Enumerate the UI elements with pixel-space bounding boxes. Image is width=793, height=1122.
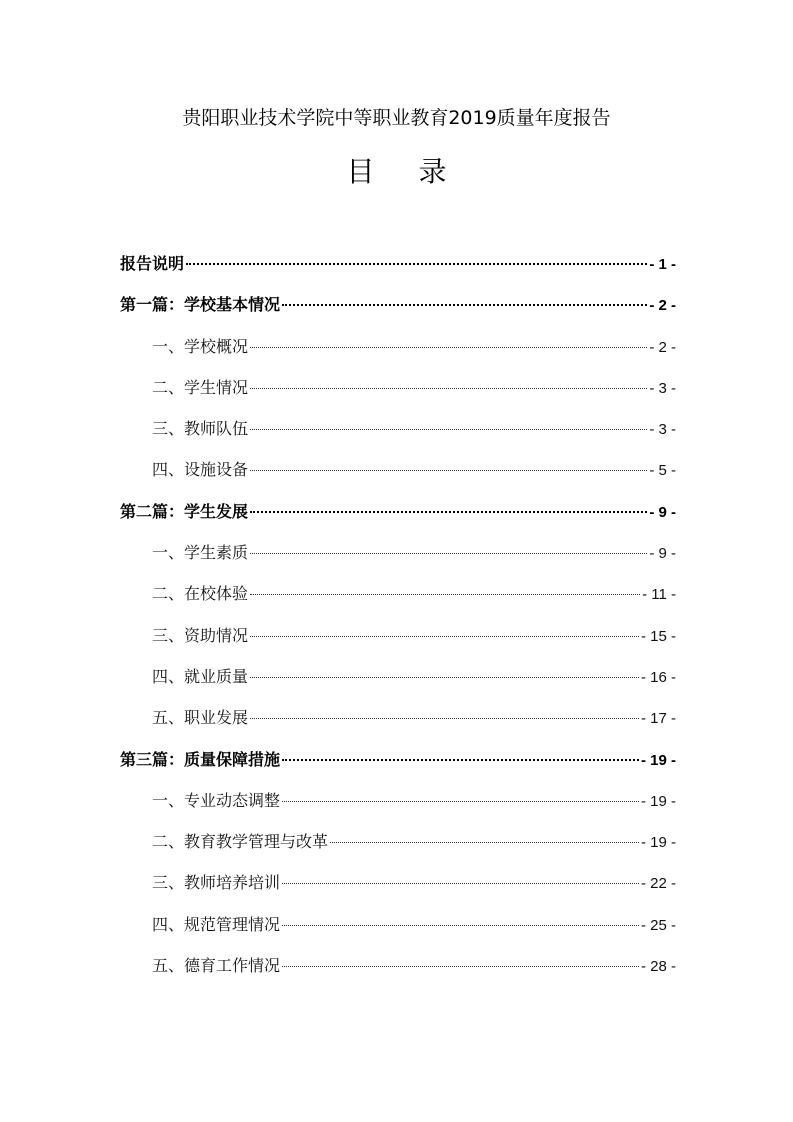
toc-page-number: - 25 - [640,916,676,934]
toc-entry-label: 三、教师培养培训 [152,873,281,893]
toc-dot-leader [282,883,639,884]
toc-page-number: - 2 - [649,297,676,315]
toc-dot-leader [186,263,647,265]
toc-dot-leader [250,718,639,719]
toc-dot-leader [250,388,647,389]
toc-page-number: - 19 - [640,834,676,852]
toc-subsection-entry[interactable] [120,372,676,413]
toc-subsection-entry[interactable] [120,909,676,950]
toc-page-number: - 19 - [640,751,676,769]
toc-section-entry[interactable] [120,496,676,537]
toc-section-entry[interactable] [120,289,676,330]
toc-entry-label: 三、教师队伍 [152,419,249,439]
toc-entry-label: 三、资助情况 [152,625,249,645]
toc-entry-label: 五、德育工作情况 [152,956,281,976]
toc-entry-label: 第三篇：质量保障措施 [120,749,281,769]
toc-page-number: - 28 - [640,958,676,976]
toc-subsection-entry[interactable] [120,413,676,454]
toc-dot-leader [282,966,639,967]
toc-dot-leader [250,511,647,513]
toc-entry-label: 四、规范管理情况 [152,914,281,934]
toc-heading-char: 录 [418,155,447,188]
toc-entry-label: 一、学生素质 [152,543,249,563]
toc-subsection-entry[interactable] [120,537,676,578]
toc-dot-leader [330,842,639,843]
toc-dot-leader [250,347,647,348]
toc-page-number: - 15 - [640,627,676,645]
toc-dot-leader [250,470,647,471]
toc-dot-leader [250,429,647,430]
toc-page-number: - 17 - [640,710,676,728]
toc-entry-label: 五、职业发展 [152,708,249,728]
toc-subsection-entry[interactable] [120,785,676,826]
toc-dot-leader [282,759,639,761]
toc-subsection-entry[interactable] [120,867,676,908]
toc-page-number: - 19 - [640,792,676,810]
table-of-contents [120,248,676,991]
toc-heading-char: 目 [346,155,375,188]
toc-entry-label: 二、教育教学管理与改革 [152,832,329,852]
toc-dot-leader [282,801,639,802]
toc-page-number: - 16 - [640,668,676,686]
toc-subsection-entry[interactable] [120,454,676,495]
toc-entry-label: 一、专业动态调整 [152,790,281,810]
toc-subsection-entry[interactable] [120,578,676,619]
toc-dot-leader [282,304,647,306]
toc-entry-label: 报告说明 [120,254,185,273]
toc-page-number: - 5 - [649,462,676,480]
toc-entry-label: 四、设施设备 [152,460,249,480]
report-title: 贵阳职业技术学院中等职业教育2019质量年度报告 [182,107,611,129]
toc-page-number: - 9 - [649,503,676,521]
toc-page-number: - 1 - [649,256,676,273]
toc-entry-label: 二、学生情况 [152,377,249,397]
toc-entry-label: 二、在校体验 [152,584,249,604]
toc-subsection-entry[interactable] [120,331,676,372]
toc-page-number: - 9 - [649,545,676,563]
toc-dot-leader [250,677,639,678]
toc-entry-label: 一、学校概况 [152,336,249,356]
toc-subsection-entry[interactable] [120,702,676,743]
toc-page-number: - 2 - [649,338,676,356]
toc-page-number: - 3 - [649,421,676,439]
toc-page-number: - 11 - [642,586,676,604]
toc-subsection-entry[interactable] [120,661,676,702]
toc-entry-label: 四、就业质量 [152,666,249,686]
toc-section-entry[interactable] [120,248,676,289]
toc-dot-leader [250,594,640,595]
toc-subsection-entry[interactable] [120,950,676,991]
toc-entry-label: 第一篇：学校基本情况 [120,295,281,315]
toc-dot-leader [250,553,647,554]
toc-dot-leader [282,925,639,926]
toc-entry-label: 第二篇：学生发展 [120,501,249,521]
toc-section-entry[interactable] [120,744,676,785]
toc-page-number: - 3 - [649,379,676,397]
toc-subsection-entry[interactable] [120,826,676,867]
toc-heading [0,152,793,192]
toc-subsection-entry[interactable] [120,620,676,661]
toc-page-number: - 22 - [640,875,676,893]
toc-dot-leader [250,636,639,637]
